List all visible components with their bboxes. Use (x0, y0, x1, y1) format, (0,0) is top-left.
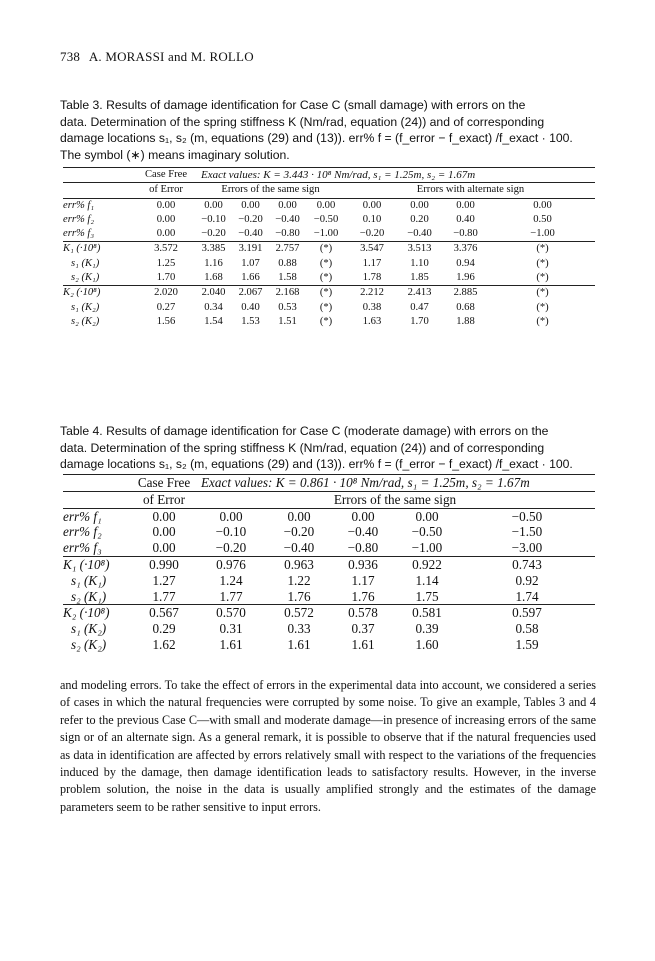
table3-row (63, 257, 595, 271)
table3-cell: 0.40 (241, 301, 260, 313)
table3-cell: 0.00 (156, 199, 176, 211)
table3-cell: 0.00 (156, 228, 176, 240)
table3-cell: 1.70 (410, 315, 429, 327)
table3-cell: (*) (306, 242, 346, 257)
table4-cell: 0.572 (267, 605, 331, 621)
table4-row-label: K₂ (·10⁸) (63, 605, 133, 621)
table4-row (63, 573, 595, 589)
table4-head-case-free: Case Free (133, 475, 195, 492)
table4-row-label: s₂ (K₁) (71, 588, 107, 604)
table3-cell: 1.25 (156, 257, 176, 269)
table3-cell: 0.00 (241, 199, 260, 211)
table4 (63, 474, 595, 653)
table3-caption (60, 97, 592, 163)
table4-row (63, 621, 595, 637)
table3-cell: 1.66 (241, 272, 260, 284)
table3-cell: 0.88 (278, 257, 297, 269)
table3-cell: 1.54 (204, 315, 223, 327)
table3-cell: −0.80 (275, 228, 300, 240)
table4-cell: −0.80 (347, 540, 379, 556)
table3-cell: 1.68 (204, 272, 223, 284)
table3-cell: 1.88 (456, 315, 475, 327)
table3-cell: −0.20 (359, 228, 385, 240)
table3-cell: 0.34 (204, 301, 223, 313)
table4-row (63, 540, 595, 556)
table3-cell: 0.68 (456, 301, 475, 313)
table4-body (63, 508, 595, 653)
table4-row-label: s₂ (K₂) (71, 636, 107, 652)
table4-row (63, 605, 595, 621)
table4-cell: 1.60 (415, 636, 439, 652)
table4-head-same-sign: Errors of the same sign (195, 491, 595, 508)
table3-row-label: err% f₃ (63, 228, 95, 240)
table3-head-exact-values: Exact values: K = 3.443 · 10⁸ Nm/rad, s₁ = 1.25m, s₂ = 1.67m (195, 168, 595, 183)
table4-cell: 0.00 (415, 508, 439, 524)
table4-cell: 0.922 (395, 556, 459, 572)
table4-caption-line: Table 4. Results of damage identification for Case C (moderate damage) with errors on the (60, 424, 549, 438)
table3-cell: −0.40 (275, 213, 300, 225)
table4-row (63, 556, 595, 572)
table3-subheader-row (63, 183, 595, 198)
table3-cell: 3.513 (398, 242, 441, 257)
table3-cell: 0.00 (410, 199, 429, 211)
table4-cell: 0.00 (351, 508, 375, 524)
table3-cell: 0.00 (533, 199, 552, 211)
table3-cell: 3.191 (232, 242, 269, 257)
table3-cell: −0.20 (201, 228, 226, 240)
table3-cell: (*) (319, 272, 333, 284)
table3-cell: 0.40 (456, 213, 475, 225)
table3-cell: 0.00 (362, 199, 382, 211)
table3-cell: 1.10 (410, 257, 429, 269)
table4-row (63, 508, 595, 524)
table4-cell: 1.59 (515, 636, 539, 652)
table3-row-label: K₁ (·10⁸) (63, 242, 137, 257)
table4-cell: 0.31 (219, 621, 243, 637)
table4-cell: 0.58 (515, 621, 539, 637)
table3-cell: −1.00 (530, 228, 555, 240)
table3-cell: −0.10 (201, 213, 226, 225)
table3-cell: 3.385 (195, 242, 232, 257)
table4-row-label: err% f₂ (63, 524, 102, 540)
table3-cell: −0.20 (238, 213, 263, 225)
table3-cell: (*) (536, 257, 549, 269)
table3-cell: 0.50 (533, 213, 552, 225)
table3-cell: 1.56 (156, 315, 176, 327)
table4-cell: 0.976 (195, 556, 267, 572)
table3-cell: (*) (490, 286, 595, 301)
table4-cell: 0.29 (152, 621, 176, 637)
table3-cell: 0.47 (410, 301, 429, 313)
table3-cell: (*) (319, 301, 333, 313)
table3-cell: 0.38 (362, 301, 382, 313)
table4-cell: 1.75 (415, 588, 439, 604)
table4-cell: 0.00 (152, 524, 176, 540)
table3-cell: 1.63 (362, 315, 382, 327)
table3-caption-line: damage locations s₁, s₂ (m, equations (29) and (13)). err% f = (f_error − f_exact) /f_exact · 100. (60, 131, 573, 145)
table4-cell: 0.00 (287, 508, 311, 524)
author-line: A. MORASSI and M. ROLLO (88, 49, 254, 64)
table4-cell: −0.50 (411, 524, 443, 540)
table3-cell: 1.78 (362, 272, 382, 284)
table3-cell: 1.07 (241, 257, 260, 269)
table4-caption-line: data. Determination of the spring stiffness K (Nm/rad, equation (24)) and of corresponding (60, 440, 545, 455)
table3-cell: −0.50 (313, 213, 339, 225)
table4-cell: 1.61 (351, 636, 375, 652)
table3-cell: (*) (319, 257, 333, 269)
table3-cell: −0.40 (407, 228, 432, 240)
table4-cell: 1.76 (351, 588, 375, 604)
table4-cell: 1.24 (219, 572, 243, 588)
table3-cell: 0.00 (456, 199, 475, 211)
table3-cell: (*) (319, 315, 333, 327)
table3-cell: −1.00 (313, 228, 339, 240)
table3-cell: 2.020 (137, 286, 195, 301)
table4-header-row (63, 475, 595, 492)
table4-cell: 0.567 (133, 605, 195, 621)
table4-cell: 1.14 (415, 572, 439, 588)
table3-cell: 1.53 (241, 315, 260, 327)
table4-cell: −1.00 (411, 540, 443, 556)
table3-head-same-sign: Errors of the same sign (195, 183, 346, 198)
table4-cell: 0.37 (351, 621, 375, 637)
table3-caption-line: The symbol (∗) means imaginary solution. (60, 147, 290, 162)
table4-row (63, 589, 595, 605)
table4-cell: 1.77 (152, 588, 176, 604)
table3-cell: −0.40 (238, 228, 263, 240)
table3-cell: 2.168 (269, 286, 306, 301)
table3-cell: 1.96 (456, 272, 475, 284)
table4-row (63, 524, 595, 540)
table3-row-label: err% f₂ (63, 213, 95, 225)
table3-cell: 2.212 (346, 286, 398, 301)
table3-cell: 0.53 (278, 301, 297, 313)
table3-cell: 1.85 (410, 272, 429, 284)
table3-cell: 1.51 (278, 315, 297, 327)
table3 (63, 167, 595, 329)
table3-caption-line: data. Determination of the spring stiffness K (Nm/rad, equation (24)) and of corresponding (60, 114, 545, 129)
table3-cell: 0.00 (316, 199, 336, 211)
table4-cell: 0.581 (395, 605, 459, 621)
table3-cell: 0.00 (278, 199, 297, 211)
table3-cell: 2.040 (195, 286, 232, 301)
table3-cell: 2.885 (441, 286, 490, 301)
table3-cell: (*) (536, 315, 549, 327)
body-paragraph: and modeling errors. To take the effect of errors in the experimental data into account, we considered a series of cases in which the natural frequencies were corrupted by some noise. To give an example, Tables 3 and 4 refer to the previous Case C—with small and moderate damage—in presence of increasing errors of the same sign or of an alternate sign. As a general remark, it is possible to observe that if the natural frequencies used as data in identification are affected by errors relatively small with respect to the variations of the frequencies induced by the damage, then damage identification leads to satisfactory results. However, in the inverse problem solution, the noise in the data is usually amplified strongly and the estimates of the damage parameters seem to be rather sensitive to input errors. (60, 678, 596, 814)
table3-row-label: s₂ (K₂) (71, 315, 100, 327)
table3-cell: (*) (306, 286, 346, 301)
table4-cell: −0.40 (347, 524, 379, 540)
table4-cell: 1.27 (152, 572, 176, 588)
table3-cell: 0.10 (362, 213, 382, 225)
table3-cell: 2.067 (232, 286, 269, 301)
table4-caption (60, 423, 592, 473)
table3-row (63, 315, 595, 329)
table3-row (63, 198, 595, 213)
table4-head-of-error: of Error (133, 491, 195, 508)
table4-cell: 0.936 (331, 556, 395, 572)
table4-cell: 0.743 (459, 556, 595, 572)
table4-row-label: err% f₁ (63, 508, 102, 524)
table3-cell: (*) (536, 272, 549, 284)
table4-row-label: s₁ (K₂) (71, 621, 107, 637)
table4-subheader-row (63, 491, 595, 508)
table4-cell: 0.92 (515, 572, 539, 588)
table4-row-label: err% f₃ (63, 540, 102, 556)
table4-cell: 1.22 (287, 572, 311, 588)
table3-cell: 1.58 (278, 272, 297, 284)
running-header (60, 49, 254, 65)
table3-head-case-free: Case Free (137, 168, 195, 183)
table3-cell: 2.413 (398, 286, 441, 301)
table3-row-label: K₂ (·10⁸) (63, 286, 137, 301)
table3-cell: 3.572 (137, 242, 195, 257)
table4-cell: 0.39 (415, 621, 439, 637)
table3-cell: 1.17 (362, 257, 382, 269)
table3-cell: (*) (490, 242, 595, 257)
table4-head-exact-values: Exact values: K = 0.861 · 10⁸ Nm/rad, s₁ = 1.25m, s₂ = 1.67m (195, 475, 595, 492)
table4-cell: 0.570 (195, 605, 267, 621)
table4-cell: 1.62 (152, 636, 176, 652)
table4-cell: 0.33 (287, 621, 311, 637)
table4-cell: −0.20 (283, 524, 315, 540)
page-number: 738 (60, 49, 81, 64)
table4-cell: −1.50 (511, 524, 543, 540)
table3-caption-line: Table 3. Results of damage identification for Case C (small damage) with errors on the (60, 98, 526, 112)
table3-body (63, 198, 595, 329)
table4-cell: 1.74 (515, 588, 539, 604)
table4-cell: 1.76 (287, 588, 311, 604)
table3-head-alternate-sign: Errors with alternate sign (346, 183, 595, 198)
table3-cell: 3.547 (346, 242, 398, 257)
table3-row (63, 213, 595, 227)
table4-caption-line: damage locations s₁, s₂ (m, equations (29) and (13)). err% f = (f_error − f_exact) /f_exact · 100. (60, 457, 573, 471)
table3-row-label: s₁ (K₂) (71, 301, 100, 313)
table3-cell: 0.00 (204, 199, 223, 211)
table4-cell: −0.10 (215, 524, 247, 540)
table4-cell: −0.50 (511, 508, 543, 524)
table3-cell: −0.80 (453, 228, 478, 240)
table4-cell: −0.20 (215, 540, 247, 556)
table3-cell: 0.00 (156, 213, 176, 225)
table3-row-label: err% f₁ (63, 199, 95, 211)
table4-cell: 0.578 (331, 605, 395, 621)
table4-cell: −0.40 (283, 540, 315, 556)
table3-row (63, 242, 595, 257)
table3-cell: 1.70 (156, 272, 176, 284)
table3-row (63, 301, 595, 315)
table3-cell: 0.20 (410, 213, 429, 225)
table4-cell: 0.597 (459, 605, 595, 621)
table3-row-label: s₁ (K₁) (71, 257, 100, 269)
table3-cell: 0.27 (156, 301, 176, 313)
table4-row (63, 637, 595, 653)
table4-cell: 1.17 (351, 572, 375, 588)
table4-row-label: s₁ (K₁) (71, 572, 107, 588)
table3-cell: 1.16 (204, 257, 223, 269)
table4-cell: 1.77 (219, 588, 243, 604)
table4-cell: 0.990 (133, 556, 195, 572)
table4-cell: 0.00 (152, 508, 176, 524)
table3-head-of-error: of Error (137, 183, 195, 198)
table4-cell: −3.00 (511, 540, 543, 556)
table4-cell: 1.61 (219, 636, 243, 652)
table4-cell: 1.61 (287, 636, 311, 652)
table4-cell: 0.00 (219, 508, 243, 524)
table4-row-label: K₁ (·10⁸) (63, 556, 133, 572)
table4-cell: 0.00 (152, 540, 176, 556)
table3-row (63, 286, 595, 301)
table3-cell: (*) (536, 301, 549, 313)
table3-header-row (63, 168, 595, 183)
table3-row (63, 271, 595, 286)
table3-row-label: s₂ (K₁) (71, 272, 100, 284)
table3-cell: 3.376 (441, 242, 490, 257)
table3-cell: 2.757 (269, 242, 306, 257)
table3-row (63, 227, 595, 242)
table4-cell: 0.963 (267, 556, 331, 572)
table3-cell: 0.94 (456, 257, 475, 269)
